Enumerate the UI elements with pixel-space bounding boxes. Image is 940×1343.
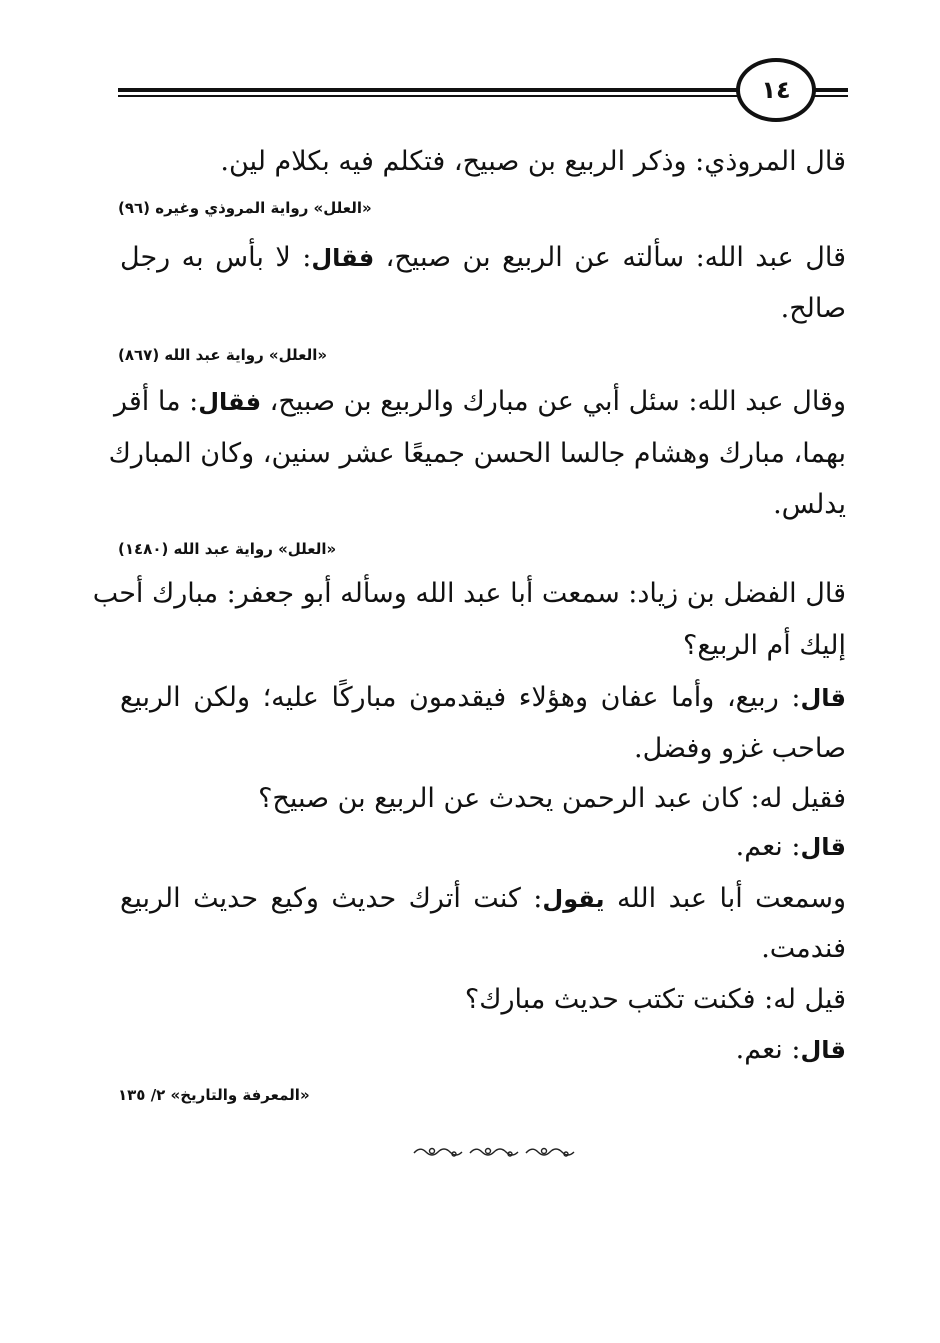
text-line: قال: نعم.: [735, 1034, 846, 1065]
source-reference: «المعرفة والتاريخ» ٢/ ١٣٥: [118, 1086, 310, 1104]
text-line: قال عبد الله: سألته عن الربيع بن صبيح، فقال: لا بأس به رجل: [120, 242, 846, 273]
source-reference: «العلل» رواية عبد الله (١٤٨٠): [118, 540, 337, 558]
page-number-badge: [736, 58, 816, 122]
source-reference: «العلل» رواية المروذي وغيره (٩٦): [118, 199, 372, 217]
source-reference: «العلل» رواية عبد الله (٨٦٧): [118, 346, 328, 364]
text-line: فقيل له: كان عبد الرحمن يحدث عن الربيع بن صبيح؟: [258, 783, 846, 814]
text-line: قال المروذي: وذكر الربيع بن صبيح، فتكلم فيه بكلام لين.: [220, 146, 846, 177]
header-rule-right: [812, 88, 848, 97]
header-rule: [118, 88, 742, 97]
text-line: وقال عبد الله: سئل أبي عن مبارك والربيع بن صبيح، فقال: ما أقر: [113, 386, 846, 417]
floral-divider-icon: [410, 1143, 580, 1161]
text-line: بهما، مبارك وهشام جالسا الحسن جميعًا عشر سنين، وكان المبارك: [108, 438, 846, 469]
text-line: قال: ربيع، وأما عفان وهؤلاء فيقدمون مباركًا عليه؛ ولكن الربيع: [120, 682, 846, 713]
text-line: قيل له: فكنت تكتب حديث مبارك؟: [464, 984, 846, 1015]
keyword-bold: قال: [800, 684, 846, 712]
text-line: فندمت.: [761, 933, 846, 964]
text-line: قال: نعم.: [735, 831, 846, 862]
keyword-bold: فقال: [198, 388, 262, 416]
text-line: صالح.: [780, 293, 846, 324]
text-line: صاحب غزو وفضل.: [634, 733, 846, 764]
page-number: ١٤: [761, 76, 791, 104]
keyword-bold: فقال: [311, 244, 375, 272]
keyword-bold: قال: [800, 833, 846, 861]
text-line: يدلس.: [773, 489, 846, 520]
keyword-bold: يقول: [542, 885, 605, 913]
text-line: وسمعت أبا عبد الله يقول: كنت أترك حديث وكيع حديث الربيع: [120, 883, 846, 914]
keyword-bold: قال: [800, 1036, 846, 1064]
text-line: إليك أم الربيع؟: [682, 630, 846, 661]
text-line: قال الفضل بن زياد: سمعت أبا عبد الله وسأله أبو جعفر: مبارك أحب: [92, 578, 846, 609]
